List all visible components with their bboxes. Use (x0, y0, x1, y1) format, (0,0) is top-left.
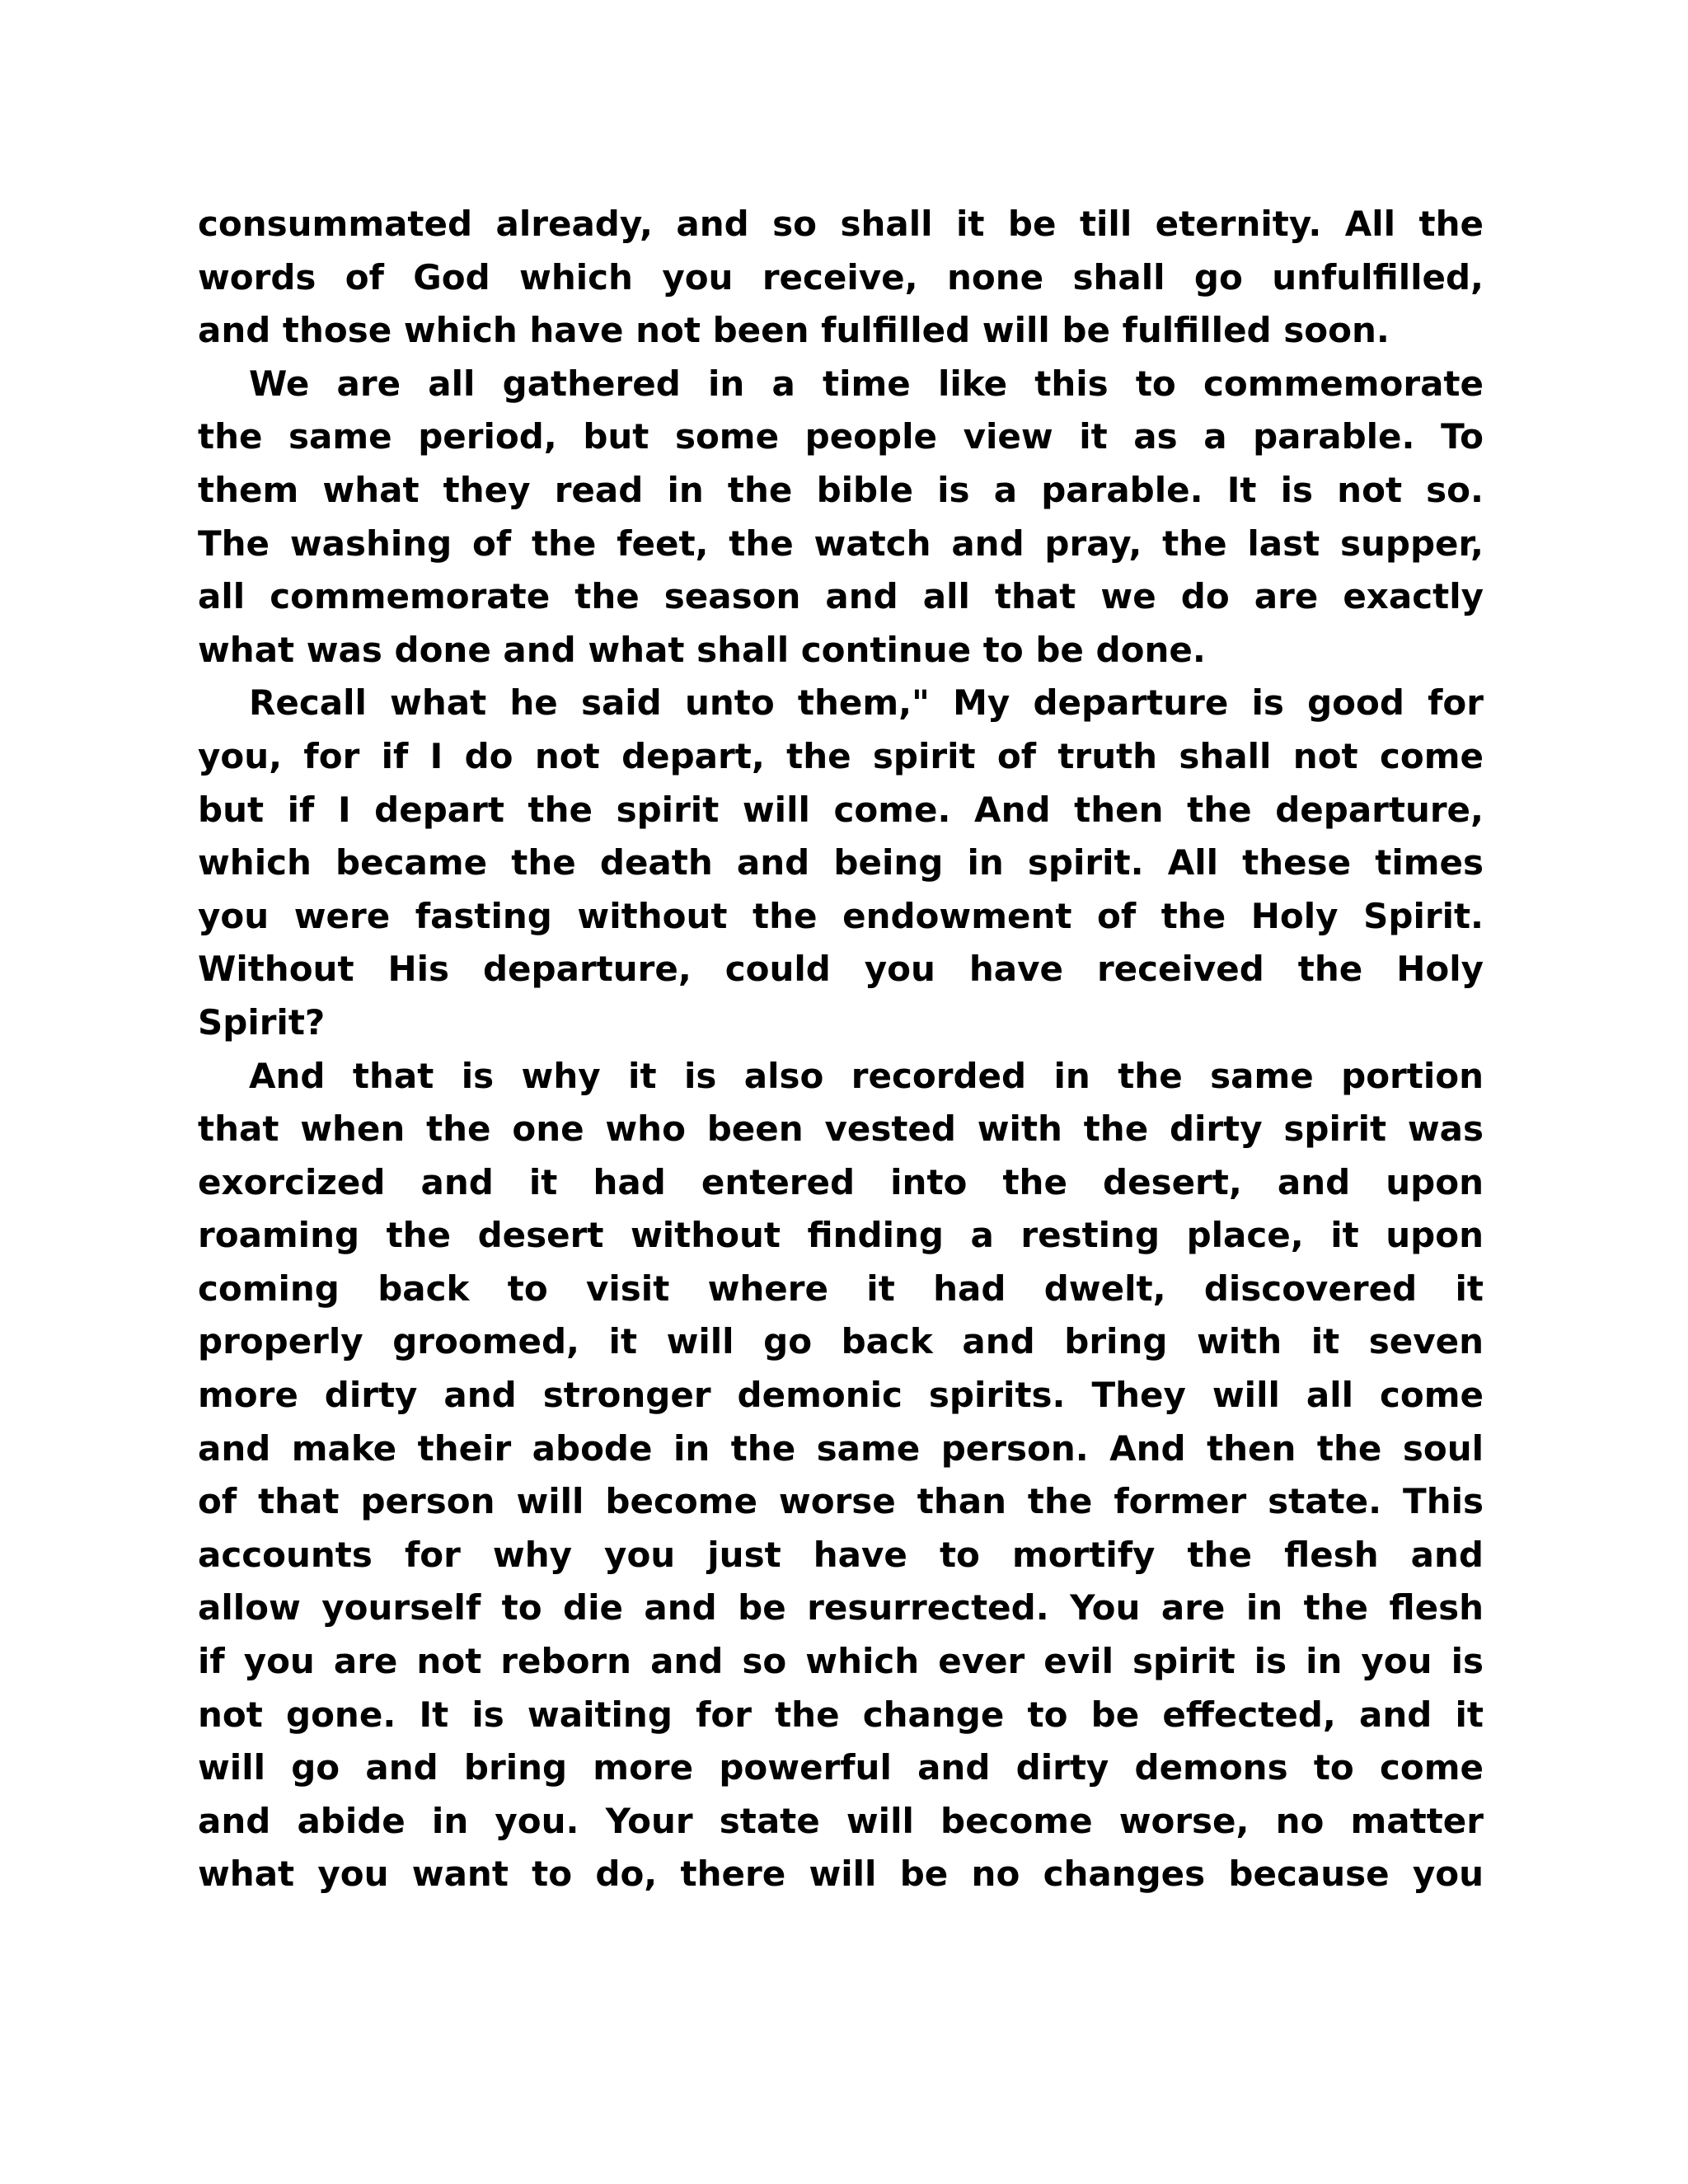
text-line: The washing of the feet, the watch and pray, the last supper, (198, 523, 1484, 564)
text-line: coming back to visit where it had dwelt, discovered it (198, 1268, 1484, 1309)
text-line: you were fasting without the endowment of the Holy Spirit. (198, 895, 1484, 936)
text-line: the same period, but some people view it as a parable. To (198, 416, 1484, 457)
text-line: that when the one who been vested with the dirty spirit was (198, 1108, 1484, 1150)
text-line: not gone. It is waiting for the change to be effected, and it (198, 1694, 1484, 1735)
text-line: which became the death and being in spirit. All these times (198, 842, 1484, 883)
text-line: all commemorate the season and all that we do are exactly (198, 576, 1484, 617)
text-line: consummated already, and so shall it be till eternity. All the (198, 204, 1484, 244)
text-line: will go and bring more powerful and dirty demons to come (198, 1747, 1484, 1788)
paragraph-first-line: And that is why it is also recorded in the same portion (249, 1055, 1484, 1096)
text-line: more dirty and stronger demonic spirits. They will all come (198, 1375, 1484, 1416)
text-line: roaming the desert without finding a resting place, it upon (198, 1215, 1484, 1256)
paragraph-first-line: We are all gathered in a time like this to commemorate (249, 363, 1484, 404)
text-line: Without His departure, could you have received the Holy (198, 949, 1484, 990)
text-line: you, for if I do not depart, the spirit of truth shall not come (198, 735, 1484, 776)
text-line: accounts for why you just have to mortify the flesh and (198, 1534, 1484, 1575)
paragraph-first-line: Recall what he said unto them," My departure is good for (249, 682, 1484, 724)
text-line: and those which have not been fulfilled will be fulfilled soon. (198, 310, 1390, 351)
text-line: what you want to do, there will be no changes because you (198, 1854, 1484, 1895)
text-line: of that person will become worse than the former state. This (198, 1481, 1484, 1522)
text-line: but if I depart the spirit will come. And then the departure, (198, 789, 1484, 830)
text-line: words of God which you receive, none shall go unfulfilled, (198, 256, 1484, 298)
text-line: properly groomed, it will go back and bring with it seven (198, 1321, 1484, 1362)
text-line: exorcized and it had entered into the desert, and upon (198, 1161, 1484, 1202)
text-line: if you are not reborn and so which ever evil spirit is in you is (198, 1641, 1484, 1682)
body-text (198, 198, 1484, 1901)
text-line: them what they read in the bible is a parable. It is not so. (198, 469, 1484, 510)
text-line: and make their abode in the same person. And then the soul (198, 1427, 1484, 1469)
text-line: what was done and what shall continue to be done. (198, 629, 1206, 670)
text-line: Spirit? (198, 1001, 326, 1043)
text-line: allow yourself to die and be resurrected. You are in the flesh (198, 1587, 1484, 1629)
text-line: and abide in you. Your state will become worse, no matter (198, 1800, 1484, 1841)
